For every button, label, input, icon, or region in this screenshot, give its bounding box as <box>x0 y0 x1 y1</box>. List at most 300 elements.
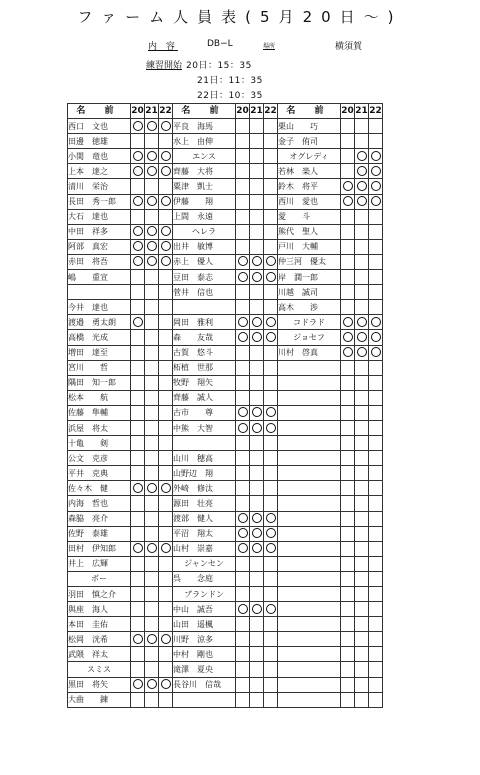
attendance-cell <box>341 647 355 662</box>
attendance-cell <box>264 149 278 164</box>
attendance-cell <box>131 632 145 647</box>
attendance-cell <box>250 511 264 526</box>
attendance-cell <box>131 420 145 435</box>
player-name: 川越 誠司 <box>278 285 341 300</box>
attendance-cell <box>250 375 264 390</box>
attendance-cell <box>264 164 278 179</box>
attendance-cell <box>159 662 173 677</box>
attendance-cell <box>159 390 173 405</box>
attendance-cell <box>355 300 369 315</box>
attendance-cell <box>355 285 369 300</box>
attendance-circle-icon <box>252 423 262 433</box>
player-name: 豆田 泰志 <box>173 270 236 285</box>
attendance-cell <box>369 179 383 194</box>
attendance-cell <box>341 209 355 224</box>
attendance-cell <box>250 194 264 209</box>
place-value: 横須賀 <box>335 42 363 52</box>
attendance-cell <box>341 692 355 707</box>
attendance-cell <box>250 587 264 602</box>
attendance-cell <box>355 617 369 632</box>
player-name: 上本 達之 <box>68 164 131 179</box>
player-name: 井上 広輝 <box>68 556 131 571</box>
attendance-cell <box>264 224 278 239</box>
attendance-cell <box>159 194 173 209</box>
day-header: 20 <box>236 104 250 119</box>
attendance-circle-icon <box>133 166 143 176</box>
attendance-cell <box>145 436 159 451</box>
attendance-cell <box>264 209 278 224</box>
attendance-cell <box>236 345 250 360</box>
attendance-cell <box>264 285 278 300</box>
attendance-cell <box>250 360 264 375</box>
day-header: 22 <box>159 104 173 119</box>
attendance-cell <box>145 677 159 692</box>
attendance-cell <box>131 617 145 632</box>
player-name: 松岡 洸希 <box>68 632 131 647</box>
attendance-circle-icon <box>266 543 276 553</box>
attendance-circle-icon <box>238 423 248 433</box>
attendance-cell <box>341 481 355 496</box>
attendance-cell <box>264 587 278 602</box>
attendance-cell <box>264 602 278 617</box>
attendance-cell <box>236 526 250 541</box>
attendance-cell <box>341 617 355 632</box>
attendance-cell <box>264 556 278 571</box>
attendance-cell <box>131 602 145 617</box>
attendance-cell <box>250 617 264 632</box>
attendance-cell <box>369 375 383 390</box>
attendance-cell <box>131 239 145 254</box>
player-name: 宮川 哲 <box>68 360 131 375</box>
attendance-circle-icon <box>252 256 262 266</box>
practice-time-22: 22日：10：35 <box>197 91 263 101</box>
player-name <box>278 360 341 375</box>
table-row <box>68 360 383 375</box>
attendance-cell <box>355 541 369 556</box>
attendance-circle-icon <box>238 604 248 614</box>
attendance-circle-icon <box>161 166 171 176</box>
attendance-cell <box>369 647 383 662</box>
attendance-circle-icon <box>266 256 276 266</box>
attendance-cell <box>145 194 159 209</box>
attendance-cell <box>264 617 278 632</box>
attendance-cell <box>159 405 173 420</box>
attendance-cell <box>236 360 250 375</box>
practice-time-20: 20日：15：35 <box>186 61 252 71</box>
attendance-cell <box>355 451 369 466</box>
attendance-cell <box>236 481 250 496</box>
attendance-circle-icon <box>371 317 381 327</box>
attendance-cell <box>264 481 278 496</box>
attendance-cell <box>369 662 383 677</box>
table-row <box>68 119 383 134</box>
attendance-circle-icon <box>133 483 143 493</box>
attendance-circle-icon <box>343 332 353 342</box>
attendance-circle-icon <box>161 241 171 251</box>
content-value: DB−L <box>207 39 233 49</box>
attendance-circle-icon <box>147 241 157 251</box>
place-label: 場所 <box>263 43 276 50</box>
player-name <box>278 390 341 405</box>
attendance-cell <box>341 194 355 209</box>
player-name: 中熊 大智 <box>173 420 236 435</box>
attendance-cell <box>131 496 145 511</box>
attendance-cell <box>159 164 173 179</box>
table-row <box>68 451 383 466</box>
attendance-cell <box>369 420 383 435</box>
player-name <box>278 466 341 481</box>
attendance-circle-icon <box>252 317 262 327</box>
attendance-cell <box>131 692 145 707</box>
attendance-cell <box>145 164 159 179</box>
player-name: 渡邉 勇太朗 <box>68 315 131 330</box>
attendance-cell <box>341 254 355 269</box>
player-name: 西口 文也 <box>68 119 131 134</box>
attendance-cell <box>236 587 250 602</box>
attendance-cell <box>264 466 278 481</box>
attendance-cell <box>145 481 159 496</box>
attendance-cell <box>131 466 145 481</box>
player-name: 外崎 修汰 <box>173 481 236 496</box>
attendance-cell <box>131 647 145 662</box>
table-row <box>68 692 383 707</box>
attendance-cell <box>145 496 159 511</box>
player-name: 佐藤 隼輔 <box>68 405 131 420</box>
attendance-cell <box>341 270 355 285</box>
table-row <box>68 300 383 315</box>
player-name: 森脇 亮介 <box>68 511 131 526</box>
player-name: 公文 克彦 <box>68 451 131 466</box>
attendance-cell <box>131 224 145 239</box>
attendance-circle-icon <box>238 272 248 282</box>
attendance-cell <box>131 179 145 194</box>
attendance-circle-icon <box>238 513 248 523</box>
attendance-cell <box>369 496 383 511</box>
attendance-circle-icon <box>371 151 381 161</box>
player-name: 清川 栄治 <box>68 179 131 194</box>
attendance-cell <box>341 315 355 330</box>
attendance-cell <box>145 617 159 632</box>
attendance-circle-icon <box>266 528 276 538</box>
attendance-cell <box>341 164 355 179</box>
attendance-cell <box>250 270 264 285</box>
attendance-cell <box>131 511 145 526</box>
player-name: 柘植 世那 <box>173 360 236 375</box>
attendance-cell <box>250 224 264 239</box>
player-name: 長谷川 信哉 <box>173 677 236 692</box>
attendance-circle-icon <box>147 483 157 493</box>
player-name: 佐野 泰雄 <box>68 526 131 541</box>
attendance-circle-icon <box>371 181 381 191</box>
attendance-cell <box>369 451 383 466</box>
player-name: 増田 達至 <box>68 345 131 360</box>
attendance-circle-icon <box>371 196 381 206</box>
attendance-cell <box>236 541 250 556</box>
attendance-circle-icon <box>133 543 143 553</box>
player-name: 源田 壮亮 <box>173 496 236 511</box>
attendance-circle-icon <box>133 317 143 327</box>
table-row <box>68 556 383 571</box>
attendance-cell <box>341 179 355 194</box>
attendance-cell <box>250 420 264 435</box>
attendance-cell <box>250 315 264 330</box>
player-name <box>278 571 341 586</box>
table-row <box>68 632 383 647</box>
attendance-cell <box>236 632 250 647</box>
attendance-cell <box>341 239 355 254</box>
attendance-cell <box>131 405 145 420</box>
attendance-cell <box>341 466 355 481</box>
attendance-cell <box>355 390 369 405</box>
attendance-cell <box>250 285 264 300</box>
player-name: 内海 哲也 <box>68 496 131 511</box>
attendance-cell <box>159 451 173 466</box>
attendance-cell <box>369 119 383 134</box>
attendance-cell <box>145 330 159 345</box>
attendance-cell <box>250 436 264 451</box>
player-name: 山川 穂高 <box>173 451 236 466</box>
attendance-cell <box>341 602 355 617</box>
attendance-cell <box>145 632 159 647</box>
attendance-cell <box>369 602 383 617</box>
player-name <box>173 692 236 707</box>
player-name: 渡部 健人 <box>173 511 236 526</box>
player-name: 平井 克典 <box>68 466 131 481</box>
player-name: 岸 潤一郎 <box>278 270 341 285</box>
player-name: 菅井 信也 <box>173 285 236 300</box>
table-row <box>68 511 383 526</box>
attendance-cell <box>264 134 278 149</box>
attendance-cell <box>236 436 250 451</box>
attendance-cell <box>131 194 145 209</box>
attendance-cell <box>355 270 369 285</box>
attendance-cell <box>341 285 355 300</box>
player-name: 松本 航 <box>68 390 131 405</box>
attendance-cell <box>250 571 264 586</box>
player-name: 浜屋 将太 <box>68 420 131 435</box>
attendance-circle-icon <box>147 543 157 553</box>
attendance-circle-icon <box>238 528 248 538</box>
attendance-cell <box>236 149 250 164</box>
attendance-cell <box>341 436 355 451</box>
player-name: 佐々木 健 <box>68 481 131 496</box>
table-row <box>68 647 383 662</box>
attendance-cell <box>250 541 264 556</box>
player-name: 水上 由伸 <box>173 134 236 149</box>
attendance-cell <box>131 330 145 345</box>
attendance-cell <box>250 556 264 571</box>
attendance-cell <box>264 119 278 134</box>
practice-time-21: 21日：11：35 <box>197 76 263 86</box>
attendance-cell <box>250 647 264 662</box>
attendance-cell <box>159 375 173 390</box>
attendance-cell <box>236 617 250 632</box>
player-name: 阿部 真宏 <box>68 239 131 254</box>
attendance-circle-icon <box>147 634 157 644</box>
attendance-cell <box>355 632 369 647</box>
table-row <box>68 541 383 556</box>
player-name <box>278 541 341 556</box>
attendance-cell <box>355 134 369 149</box>
attendance-cell <box>145 375 159 390</box>
player-name: 高橋 光成 <box>68 330 131 345</box>
attendance-cell <box>369 632 383 647</box>
attendance-cell <box>236 315 250 330</box>
attendance-circle-icon <box>147 196 157 206</box>
attendance-circle-icon <box>147 679 157 689</box>
table-row <box>68 405 383 420</box>
attendance-cell <box>264 526 278 541</box>
attendance-cell <box>145 420 159 435</box>
player-name <box>278 602 341 617</box>
attendance-circle-icon <box>357 317 367 327</box>
attendance-circle-icon <box>252 407 262 417</box>
attendance-cell <box>145 149 159 164</box>
attendance-cell <box>369 405 383 420</box>
attendance-cell <box>355 436 369 451</box>
attendance-cell <box>264 390 278 405</box>
attendance-cell <box>236 466 250 481</box>
player-name: 中山 誠吾 <box>173 602 236 617</box>
attendance-circle-icon <box>343 317 353 327</box>
attendance-cell <box>369 677 383 692</box>
player-name: 仲三河 優太 <box>278 254 341 269</box>
attendance-cell <box>131 345 145 360</box>
attendance-cell <box>159 466 173 481</box>
attendance-cell <box>355 149 369 164</box>
attendance-cell <box>369 466 383 481</box>
attendance-cell <box>369 315 383 330</box>
attendance-cell <box>250 254 264 269</box>
player-name: 羽田 慎之介 <box>68 587 131 602</box>
roster-table <box>67 103 383 708</box>
attendance-circle-icon <box>147 121 157 131</box>
player-name <box>278 526 341 541</box>
attendance-cell <box>131 481 145 496</box>
attendance-cell <box>355 239 369 254</box>
attendance-cell <box>250 164 264 179</box>
player-name: 中村 剛也 <box>173 647 236 662</box>
attendance-circle-icon <box>238 407 248 417</box>
attendance-circle-icon <box>357 181 367 191</box>
attendance-cell <box>250 466 264 481</box>
attendance-cell <box>355 315 369 330</box>
attendance-cell <box>355 511 369 526</box>
attendance-circle-icon <box>266 332 276 342</box>
day-header: 21 <box>355 104 369 119</box>
table-row <box>68 134 383 149</box>
attendance-circle-icon <box>133 634 143 644</box>
attendance-cell <box>264 662 278 677</box>
player-name <box>278 556 341 571</box>
attendance-cell <box>250 134 264 149</box>
attendance-cell <box>250 662 264 677</box>
attendance-cell <box>236 451 250 466</box>
attendance-cell <box>145 571 159 586</box>
attendance-cell <box>236 420 250 435</box>
attendance-cell <box>236 496 250 511</box>
table-row <box>68 315 383 330</box>
table-row <box>68 149 383 164</box>
attendance-cell <box>159 360 173 375</box>
attendance-cell <box>264 496 278 511</box>
attendance-cell <box>159 571 173 586</box>
table-row <box>68 330 383 345</box>
player-name: ブランドン <box>173 587 236 602</box>
header-row <box>68 104 383 119</box>
table-row <box>68 481 383 496</box>
table-row <box>68 617 383 632</box>
attendance-cell <box>159 436 173 451</box>
attendance-cell <box>341 541 355 556</box>
attendance-cell <box>341 375 355 390</box>
day-header: 22 <box>369 104 383 119</box>
attendance-cell <box>355 587 369 602</box>
attendance-cell <box>341 556 355 571</box>
attendance-cell <box>131 556 145 571</box>
attendance-cell <box>369 541 383 556</box>
attendance-cell <box>236 119 250 134</box>
attendance-cell <box>159 209 173 224</box>
attendance-cell <box>250 119 264 134</box>
attendance-cell <box>145 556 159 571</box>
attendance-cell <box>250 692 264 707</box>
attendance-cell <box>236 164 250 179</box>
player-name: 出井 敏博 <box>173 239 236 254</box>
player-name: 滝澤 夏央 <box>173 662 236 677</box>
attendance-cell <box>355 194 369 209</box>
attendance-cell <box>236 662 250 677</box>
attendance-cell <box>159 300 173 315</box>
attendance-circle-icon <box>161 121 171 131</box>
attendance-cell <box>250 677 264 692</box>
attendance-cell <box>145 285 159 300</box>
player-name: 與座 海人 <box>68 602 131 617</box>
player-name: 粟津 凱士 <box>173 179 236 194</box>
attendance-circle-icon <box>343 347 353 357</box>
attendance-cell <box>264 647 278 662</box>
player-name: 嶋 重宣 <box>68 270 131 285</box>
attendance-cell <box>131 662 145 677</box>
player-name: 平沼 翔太 <box>173 526 236 541</box>
player-name <box>173 300 236 315</box>
player-name <box>278 677 341 692</box>
attendance-cell <box>145 451 159 466</box>
player-name: 戸川 大輔 <box>278 239 341 254</box>
player-name: 赤上 優人 <box>173 254 236 269</box>
attendance-cell <box>236 390 250 405</box>
attendance-cell <box>369 149 383 164</box>
attendance-cell <box>264 375 278 390</box>
attendance-cell <box>341 571 355 586</box>
table-row <box>68 164 383 179</box>
attendance-cell <box>159 481 173 496</box>
player-name: 上間 永遠 <box>173 209 236 224</box>
attendance-cell <box>159 526 173 541</box>
attendance-circle-icon <box>238 332 248 342</box>
attendance-cell <box>145 692 159 707</box>
attendance-cell <box>145 405 159 420</box>
attendance-cell <box>159 647 173 662</box>
attendance-circle-icon <box>357 151 367 161</box>
attendance-cell <box>145 315 159 330</box>
attendance-cell <box>264 300 278 315</box>
attendance-cell <box>369 134 383 149</box>
name-header: 名 前 <box>173 104 236 119</box>
table-row <box>68 239 383 254</box>
player-name <box>278 587 341 602</box>
attendance-cell <box>236 602 250 617</box>
